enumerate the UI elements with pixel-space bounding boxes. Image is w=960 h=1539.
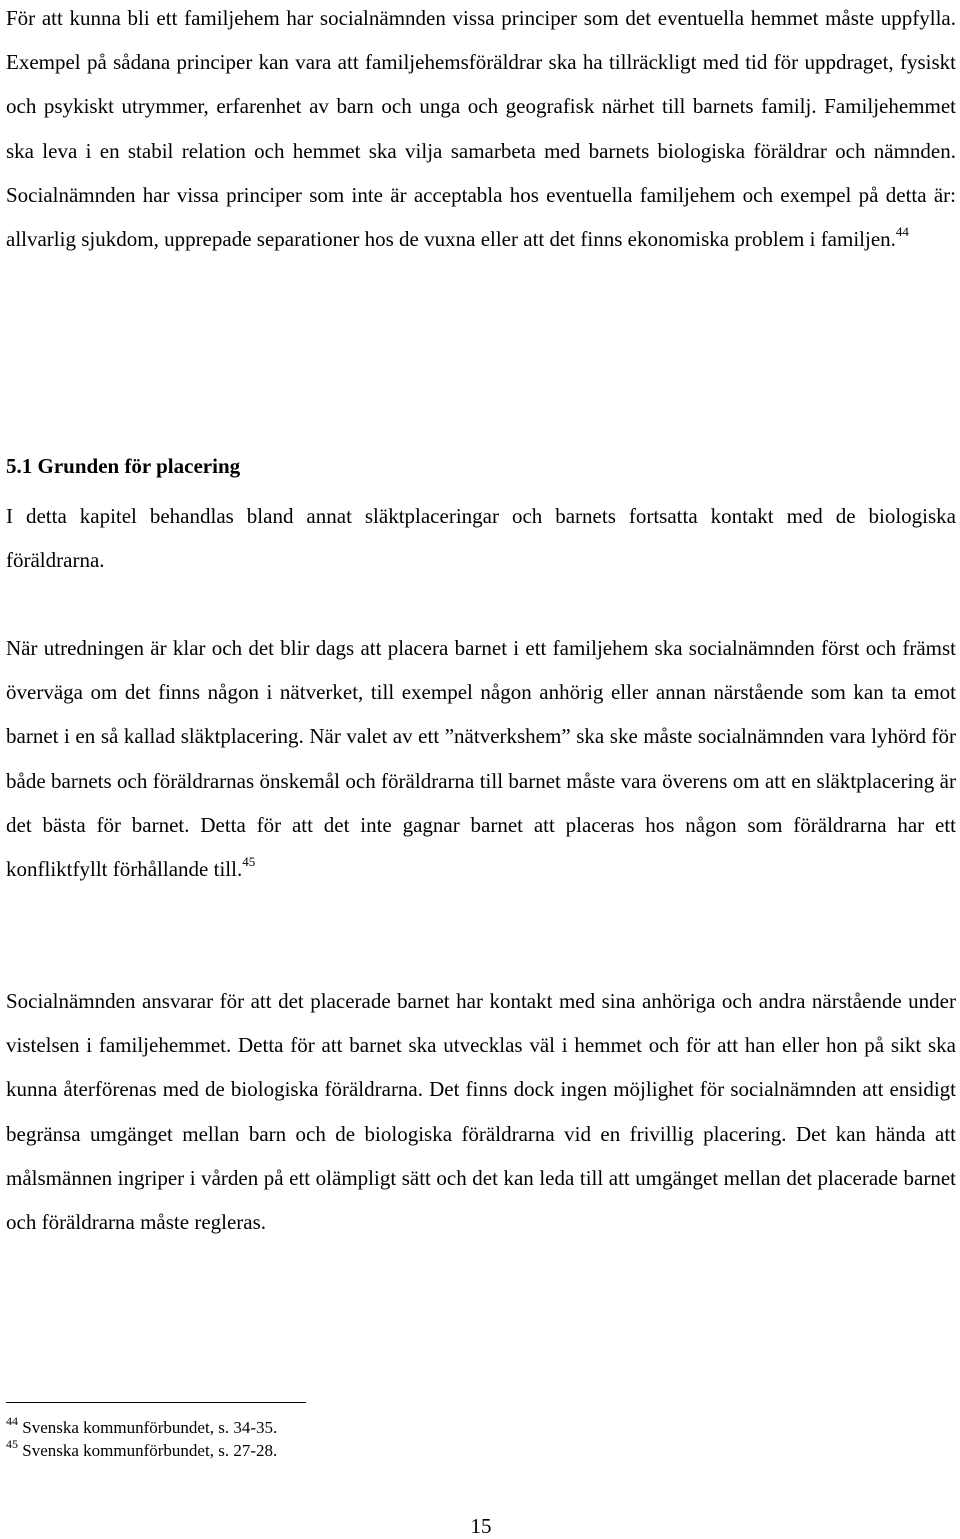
footnote-separator (6, 1402, 306, 1403)
footnote-ref[interactable]: 45 (242, 854, 256, 870)
paragraph-familjehem-principer (6, 0, 956, 261)
paragraph-slaktplacering (6, 626, 956, 891)
paragraph-text: För att kunna bli ett familjehem har socialnämnden vissa principer som det eventuella hemmet måste uppfylla. Exempel på sådana principer kan vara att familjehemsföräldrar ska ha tillräckligt med tid för uppdraget, fysiskt och psykiskt utrymmer, erfarenhet av barn och unga och geografisk närhet till barnets familj. Familjehemmet ska leva i en stabil relation och hemmet ska vilja samarbeta med barnets biologiska föräldrar och nämnden. Socialnämnden har vissa principer som inte är acceptabla hos eventuella familjehem och exempel på detta är: allvarlig sjukdom, upprepade separationer hos de vuxna eller att det finns ekonomiska problem i familjen. (6, 6, 956, 252)
paragraph-chapter-intro: I detta kapitel behandlas bland annat släktplaceringar och barnets fortsatta kontakt med de biologiska föräldrarna. (6, 504, 956, 573)
paragraph-text: När utredningen är klar och det blir dags att placera barnet i ett familjehem ska socialnämnden först och främst överväga om det finns någon i nätverket, till exempel någon anhörig eller annan närstående som kan ta emot barnet i en så kallad släktplacering. När valet av ett ”nätverkshem” ska ske måste socialnämnden vara lyhörd för både barnets och föräldrarnas önskemål och föräldrarna till barnet måste vara överens om att en släktplacering är det bästa för barnet. Detta för att det inte gagnar barnet att placeras hos någon som föräldrarna har ett konfliktfyllt förhållande till. (6, 636, 956, 882)
footnotes (6, 1416, 277, 1462)
footnote-text: Svenska kommunförbundet, s. 34-35. (22, 1418, 278, 1437)
paragraph-kontakt-anhoriga: Socialnämnden ansvarar för att det placerade barnet har kontakt med sina anhöriga och andra närstående under vistelsen i familjehemmet. Detta för att barnet ska utvecklas väl i hemmet och för att han eller hon på sikt ska kunna återförenas med de biologiska föräldrarna. Det finns dock ingen möjlighet för socialnämnden att ensidigt begränsa umgänget mellan barn och de biologiska föräldrarna vid en frivillig placering. Det kan hända att målsmännen ingriper i vården på ett olämpligt sätt och det kan leda till att umgänget mellan det placerade barnet och föräldrarna måste regleras. (6, 989, 956, 1235)
footnote-number: 45 (6, 1437, 18, 1452)
footnote-item (6, 1439, 277, 1462)
page-number: 15 (470, 1514, 492, 1538)
footnote-ref[interactable]: 44 (895, 224, 909, 240)
footnote-number: 44 (6, 1414, 18, 1429)
footnote-text: Svenska kommunförbundet, s. 27-28. (22, 1441, 278, 1460)
section-heading: 5.1 Grunden för placering (6, 454, 241, 478)
footnote-item (6, 1416, 277, 1439)
